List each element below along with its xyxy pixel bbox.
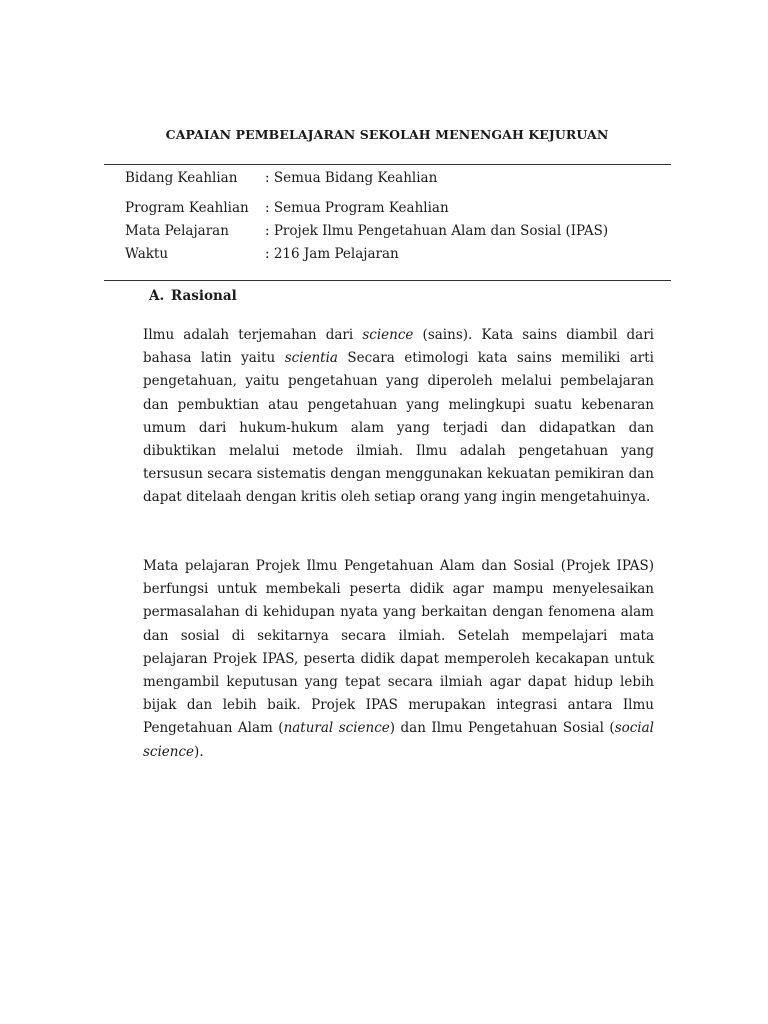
top-rule	[104, 164, 671, 165]
section-number: A.	[149, 288, 165, 304]
meta-row-program-keahlian	[125, 199, 449, 217]
bottom-rule	[104, 280, 671, 281]
meta-value: : Projek Ilmu Pengetahuan Alam dan Sosial (IPAS)	[265, 223, 609, 239]
para-text: Mata pelajaran Projek Ilmu Pengetahuan Alam dan Sosial (Projek IPAS) berfungsi untuk membekali peserta didik agar mampu menyelesaikan permasalahan di kehidupan nyata yang berkaitan dengan fenomena alam dan sosial di sekitarnya secara ilmiah. Setelah mempelajari mata pelajaran Projek IPAS, peserta didik dapat memperoleh kecakapan untuk mengambil keputusan yang tepat secara ilmiah agar dapat hidup lebih bijak dan lebih baik. Projek IPAS merupakan integrasi antara Ilmu Pengetahuan Alam (	[143, 558, 654, 737]
document-title: CAPAIAN PEMBELAJARAN SEKOLAH MENENGAH KEJURUAN	[165, 127, 609, 142]
meta-label: Program Keahlian	[125, 200, 249, 216]
meta-row-waktu	[125, 245, 399, 263]
paragraph-rasional-1	[143, 324, 654, 510]
meta-value: : Semua Bidang Keahlian	[265, 170, 438, 186]
para-text: ) dan Ilmu Pengetahuan Sosial (	[389, 720, 615, 737]
meta-value: : Semua Program Keahlian	[265, 200, 449, 216]
para-italic-term: scientia	[284, 350, 338, 367]
meta-value: : 216 Jam Pelajaran	[265, 246, 399, 262]
meta-label: Bidang Keahlian	[125, 170, 238, 186]
meta-row-mata-pelajaran	[125, 222, 608, 240]
paragraph-rasional-2	[143, 555, 654, 764]
para-italic-term: social science	[143, 720, 654, 760]
section-heading	[149, 288, 237, 304]
meta-label: Waktu	[125, 246, 169, 262]
para-italic-term: natural science	[283, 720, 390, 737]
para-text: (sains). Kata sains diambil dari bahasa latin yaitu	[143, 327, 654, 367]
meta-label: Mata Pelajaran	[125, 223, 229, 239]
meta-row-bidang-keahlian	[125, 169, 437, 187]
para-text: ).	[194, 743, 204, 760]
para-text: Ilmu adalah terjemahan dari	[143, 327, 363, 343]
para-italic-term: science	[362, 327, 414, 343]
section-title: Rasional	[171, 288, 237, 304]
para-text: Secara etimologi kata sains memiliki arti pengetahuan, yaitu pengetahuan yang diperoleh melalui pembelajaran dan pembuktian atau pengetahuan yang melingkupi suatu kebenaran umum dari hukum-hukum alam yang terjadi dan didapatkan dan dibuktikan melalui metode ilmiah. Ilmu adalah pengetahuan yang tersusun secara sistematis dengan menggunakan kekuatan pemikiran dan dapat ditelaah dengan kritis oleh setiap orang yang ingin mengetahuinya.	[143, 350, 655, 506]
